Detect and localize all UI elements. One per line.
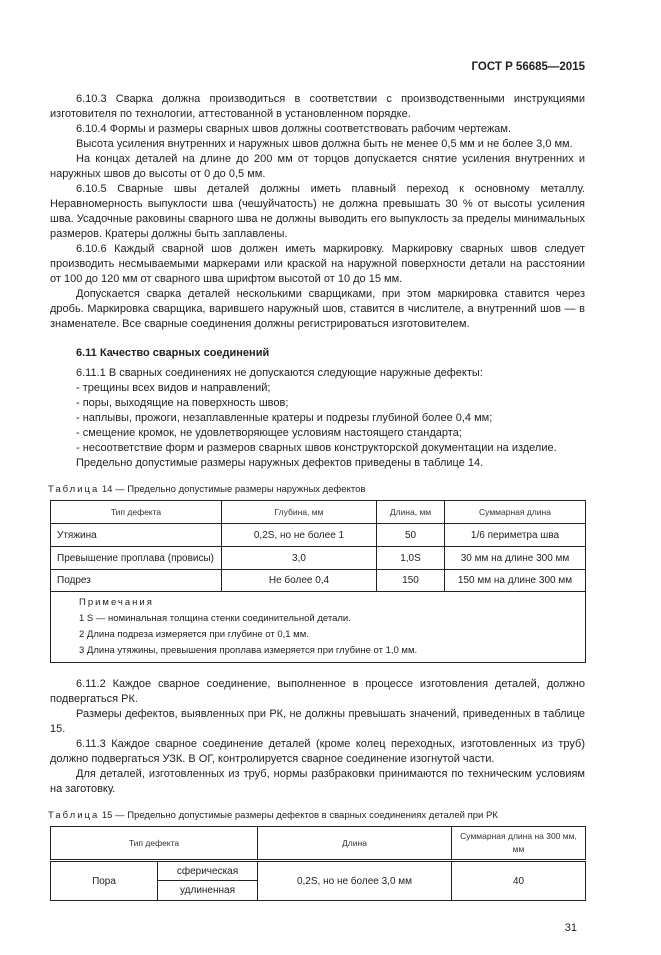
paragraph: 6.11.1 В сварных соединениях не допускаются следующие наружные дефекты: [76, 367, 483, 379]
table-row [51, 547, 586, 570]
standard-header: ГОСТ Р 56685—2015 [471, 61, 585, 73]
page-number: 31 [564, 922, 577, 934]
paragraph: На концах деталей на длине до 200 мм от торцов допускается снятие усиления внутренних и наружных швов до высоты от 0 до 0,5 мм. [50, 153, 585, 180]
paragraph: 6.11.2 Каждое сварное соединение, выполненное в процессе изготовления деталей, должно подвергаться РК. [50, 678, 585, 705]
note: 3 Длина утяжины, превышения проплава измеряется при глубине от 1,0 мм. [79, 645, 418, 656]
cell: Превышение проплава (провисы) [51, 547, 222, 570]
section-6-11-continued [50, 677, 585, 797]
paragraph: 6.11.3 Каждое сварное соединение деталей (кроме колец переходных, изготовленных из труб) должно подвергаться УЗК. В ОГ, контролируется сварное соединение изогнутой части. [50, 738, 585, 765]
table-row [51, 570, 586, 592]
cell: 150 мм на длине 300 мм [445, 570, 586, 592]
cell: 1/6 периметра шва [445, 524, 586, 547]
paragraph: 6.10.6 Каждый сварной шов должен иметь маркировку. Маркировку сварных швов следует производить несмываемыми маркерами или краской на наружной поверхности детали на расстоянии от 100 до 120 мм от сварного шва шрифтом высотой от 10 до 15 мм. [50, 243, 585, 285]
table-row [51, 861, 586, 881]
column-header: Тип дефекта [51, 501, 222, 524]
section-6-10 [50, 92, 585, 332]
cell: 3,0 [222, 547, 377, 570]
table14-caption [48, 483, 585, 496]
paragraph: Предельно допустимые размеры наружных дефектов приведены в таблице 14. [76, 457, 484, 469]
cell: 150 [377, 570, 445, 592]
table-row [51, 524, 586, 547]
caption-text: 15 — Предельно допустимые размеры дефектов в сварных соединениях деталей при РК [99, 810, 498, 821]
cell: удлиненная [158, 881, 258, 901]
cell: 1,0S [377, 547, 445, 570]
table-15 [50, 826, 586, 901]
list-item: - трещины всех видов и направлений; [76, 382, 271, 394]
cell: 50 [377, 524, 445, 547]
column-header: Длина [258, 827, 452, 861]
cell: 0,2S, но не более 3,0 мм [258, 861, 452, 901]
cell: сферическая [158, 861, 258, 881]
column-header: Суммарная длина на 300 мм, мм [452, 827, 586, 861]
column-header: Суммарная длина [445, 501, 586, 524]
cell: Пора [51, 861, 158, 901]
note: 2 Длина подреза измеряется при глубине от 0,1 мм. [79, 629, 309, 640]
cell: 40 [452, 861, 586, 901]
table-14 [50, 500, 586, 663]
paragraph: Высота усиления внутренних и наружных швов должна быть не менее 0,5 мм и не более 3,0 мм. [76, 138, 573, 150]
paragraph: Для деталей, изготовленных из труб, нормы разбраковки принимаются по техническим условиям на заготовку. [50, 768, 585, 795]
list-item: - несоответствие форм и размеров сварных швов конструкторской документации на изделие. [76, 442, 557, 454]
caption-text: 14 — Предельно допустимые размеры наружных дефектов [99, 484, 366, 495]
paragraph: 6.10.4 Формы и размеры сварных швов должны соответствовать рабочим чертежам. [76, 123, 512, 135]
cell: Утяжина [51, 524, 222, 547]
caption-word: Таблица [48, 484, 100, 495]
list-item: - наплывы, прожоги, незаплавленные кратеры и подрезы глубиной более 0,4 мм; [76, 412, 493, 424]
cell: 30 мм на длине 300 мм [445, 547, 586, 570]
column-header: Глубина, мм [222, 501, 377, 524]
section-heading: 6.11 Качество сварных соединений [76, 347, 270, 359]
paragraph: 6.10.3 Сварка должна производиться в соответствии с производственными инструкциями изготовителя по технологии, аттестованной в установленном порядке. [50, 93, 585, 120]
column-header: Тип дефекта [51, 827, 258, 861]
note: 1 S — номинальная толщина стенки соединительной детали. [79, 613, 351, 624]
paragraph: Допускается сварка деталей несколькими сварщиками, при этом маркировка ставится через дробь. Маркировка сварщика, варившего наружный шов, ставится в числителе, а внутренний шов — в знаменателе. Все сварные соединения должны регистрироваться изготовителем. [50, 288, 585, 330]
notes-title: Примечания [79, 597, 154, 608]
cell: Не более 0,4 [222, 570, 377, 592]
caption-word: Таблица [48, 810, 100, 821]
paragraph: 6.10.5 Сварные швы деталей должны иметь плавный переход к основному металлу. Неравномерность выпуклости шва (чешуйчатость) не должна превышать 30 % от высоты усиления шва. Усадочные раковины сварного шва не должны выводить его выпуклость за пределы минимальных размеров. Кратеры должны быть заплавлены. [50, 183, 585, 240]
table15-caption [48, 809, 585, 822]
cell: Подрез [51, 570, 222, 592]
section-6-11 [50, 346, 585, 471]
paragraph: Размеры дефектов, выявленных при РК, не должны превышать значений, приведенных в таблице 15. [50, 708, 585, 735]
list-item: - смещение кромок, не удовлетворяющее условиям настоящего стандарта; [76, 427, 462, 439]
column-header: Длина, мм [377, 501, 445, 524]
list-item: - поры, выходящие на поверхность швов; [76, 397, 289, 409]
table-notes [51, 592, 586, 663]
cell: 0,2S, но не более 1 [222, 524, 377, 547]
